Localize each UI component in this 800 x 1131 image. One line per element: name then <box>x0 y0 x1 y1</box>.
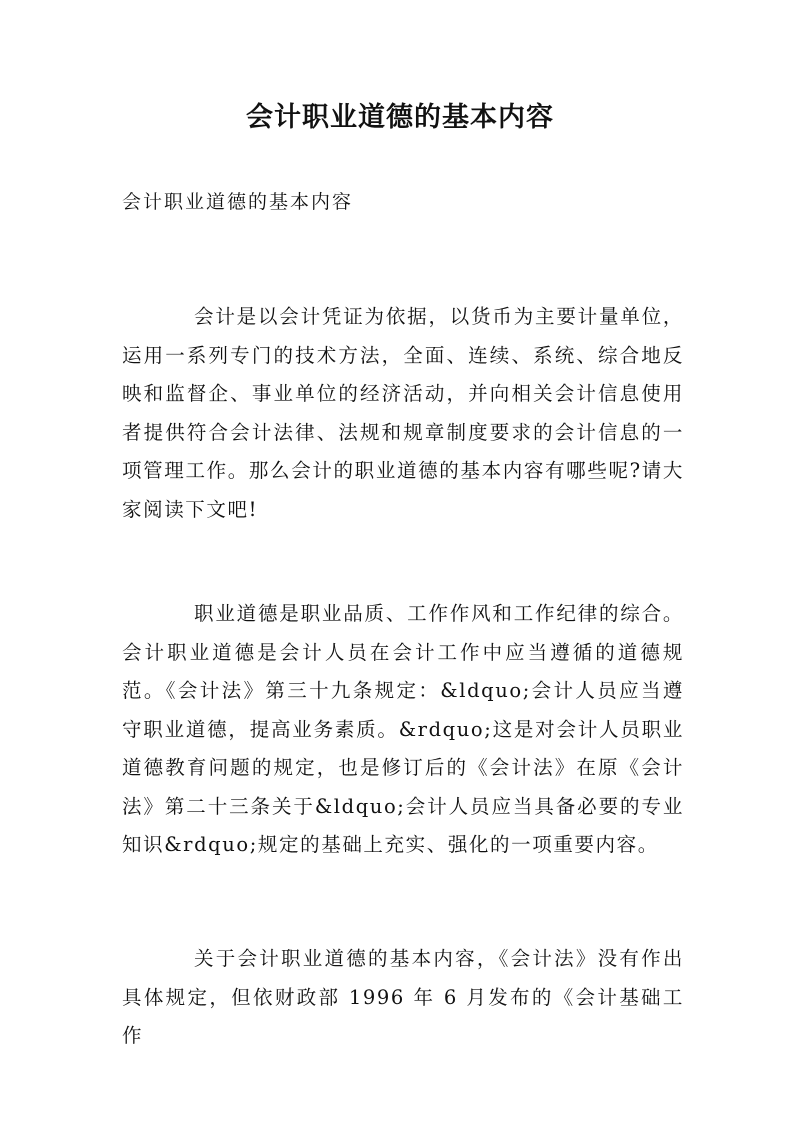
paragraph-definition: 职业道德是职业品质、工作作风和工作纪律的综合。会计职业道德是会计人员在会计工作中应当遵循的道德规范。《会计法》第三十九条规定：&ldquo;会计人员应当遵守职业道德，提高业务素质。&rdquo;这是对会计人员职业道德教育问题的规定，也是修订后的《会计法》在原《会计法》第二十三条关于&ldquo;会计人员应当具备必要的专业知识&rdquo;规定的基础上充实、强化的一项重要内容。 <box>122 602 684 856</box>
paragraph-basic-content: 关于会计职业道德的基本内容，《会计法》没有作出具体规定，但依财政部 1996 年 6 月发布的《会计基础工作 <box>122 947 684 1047</box>
document-title: 会计职业道德的基本内容 <box>246 102 554 133</box>
paragraph-intro: 会计是以会计凭证为依据，以货币为主要计量单位，运用一系列专门的技术方法，全面、连续、系统、综合地反映和监督企、事业单位的经济活动，并向相关会计信息使用者提供符合会计法律、法规和规章制度要求的会计信息的一项管理工作。那么会计的职业道德的基本内容有哪些呢?请大家阅读下文吧! <box>122 305 684 521</box>
document-subtitle: 会计职业道德的基本内容 <box>122 191 354 213</box>
